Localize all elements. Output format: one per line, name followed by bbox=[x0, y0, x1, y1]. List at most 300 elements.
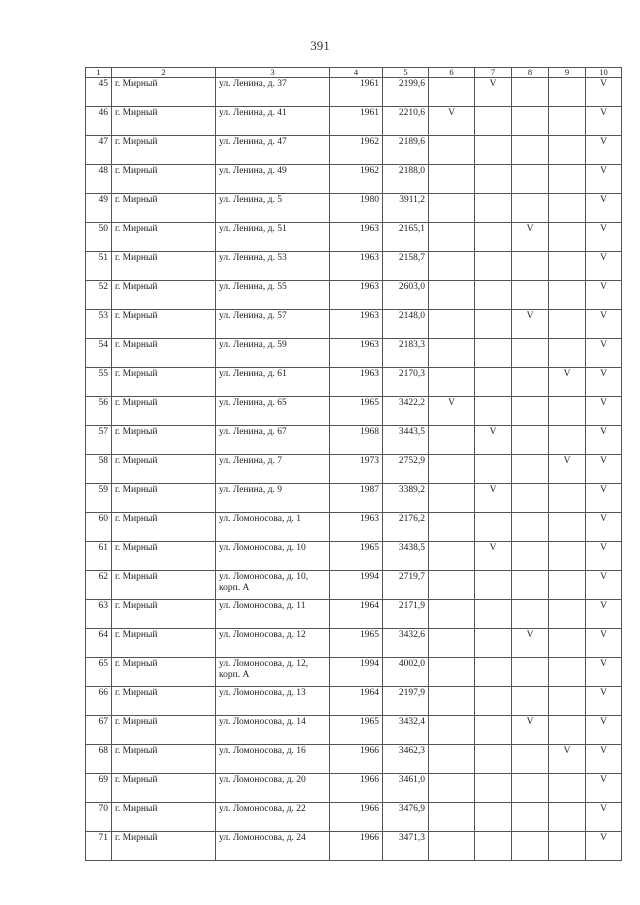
city-cell: г. Мирный bbox=[112, 310, 216, 339]
area-cell: 2197,9 bbox=[383, 687, 429, 716]
mark-cell-8 bbox=[512, 107, 549, 136]
area-cell: 3471,3 bbox=[383, 832, 429, 861]
mark-cell-7 bbox=[475, 194, 512, 223]
table-row bbox=[86, 774, 622, 803]
mark-cell-9 bbox=[549, 774, 586, 803]
column-header: 6 bbox=[429, 68, 475, 78]
mark-cell-9 bbox=[549, 223, 586, 252]
row-number: 55 bbox=[86, 368, 112, 397]
city-cell: г. Мирный bbox=[112, 455, 216, 484]
mark-cell-7 bbox=[475, 600, 512, 629]
mark-cell-6 bbox=[429, 310, 475, 339]
mark-cell-9 bbox=[549, 832, 586, 861]
area-cell: 3476,9 bbox=[383, 803, 429, 832]
area-cell: 2210,6 bbox=[383, 107, 429, 136]
mark-cell-9 bbox=[549, 658, 586, 687]
mark-cell-7 bbox=[475, 165, 512, 194]
row-number: 66 bbox=[86, 687, 112, 716]
mark-cell-10: V bbox=[586, 832, 622, 861]
mark-cell-7 bbox=[475, 281, 512, 310]
table-row bbox=[86, 513, 622, 542]
area-cell: 3462,3 bbox=[383, 745, 429, 774]
year-built-cell: 1966 bbox=[330, 774, 383, 803]
area-cell: 4002,0 bbox=[383, 658, 429, 687]
area-cell: 2752,9 bbox=[383, 455, 429, 484]
mark-cell-6 bbox=[429, 165, 475, 194]
year-built-cell: 1966 bbox=[330, 832, 383, 861]
address-cell: ул. Ленина, д. 5 bbox=[216, 194, 330, 223]
mark-cell-8 bbox=[512, 78, 549, 107]
mark-cell-7 bbox=[475, 368, 512, 397]
area-cell: 2170,3 bbox=[383, 368, 429, 397]
year-built-cell: 1964 bbox=[330, 687, 383, 716]
mark-cell-8 bbox=[512, 687, 549, 716]
mark-cell-7 bbox=[475, 339, 512, 368]
table-row bbox=[86, 629, 622, 658]
city-cell: г. Мирный bbox=[112, 803, 216, 832]
mark-cell-6 bbox=[429, 745, 475, 774]
row-number: 69 bbox=[86, 774, 112, 803]
area-cell: 3461,0 bbox=[383, 774, 429, 803]
mark-cell-9: V bbox=[549, 745, 586, 774]
mark-cell-6 bbox=[429, 426, 475, 455]
mark-cell-9 bbox=[549, 513, 586, 542]
mark-cell-9: V bbox=[549, 455, 586, 484]
address-cell: ул. Ленина, д. 7 bbox=[216, 455, 330, 484]
city-cell: г. Мирный bbox=[112, 745, 216, 774]
column-header: 4 bbox=[330, 68, 383, 78]
mark-cell-9 bbox=[549, 571, 586, 600]
area-cell: 2183,3 bbox=[383, 339, 429, 368]
city-cell: г. Мирный bbox=[112, 658, 216, 687]
mark-cell-8 bbox=[512, 513, 549, 542]
table-row bbox=[86, 194, 622, 223]
column-header: 5 bbox=[383, 68, 429, 78]
mark-cell-10: V bbox=[586, 716, 622, 745]
mark-cell-7 bbox=[475, 687, 512, 716]
table-row bbox=[86, 803, 622, 832]
mark-cell-7 bbox=[475, 774, 512, 803]
mark-cell-7 bbox=[475, 136, 512, 165]
mark-cell-6 bbox=[429, 600, 475, 629]
mark-cell-8 bbox=[512, 397, 549, 426]
mark-cell-10: V bbox=[586, 484, 622, 513]
table-row bbox=[86, 455, 622, 484]
mark-cell-10: V bbox=[586, 629, 622, 658]
year-built-cell: 1994 bbox=[330, 571, 383, 600]
mark-cell-6 bbox=[429, 252, 475, 281]
mark-cell-7 bbox=[475, 658, 512, 687]
year-built-cell: 1965 bbox=[330, 542, 383, 571]
row-number: 50 bbox=[86, 223, 112, 252]
table-row bbox=[86, 223, 622, 252]
address-cell: ул. Ленина, д. 47 bbox=[216, 136, 330, 165]
mark-cell-10: V bbox=[586, 687, 622, 716]
mark-cell-6 bbox=[429, 513, 475, 542]
mark-cell-8 bbox=[512, 658, 549, 687]
mark-cell-10: V bbox=[586, 455, 622, 484]
mark-cell-7 bbox=[475, 629, 512, 658]
mark-cell-9 bbox=[549, 484, 586, 513]
mark-cell-9 bbox=[549, 426, 586, 455]
page-number: 391 bbox=[310, 38, 330, 53]
mark-cell-8 bbox=[512, 281, 549, 310]
area-cell: 2176,2 bbox=[383, 513, 429, 542]
mark-cell-8 bbox=[512, 368, 549, 397]
city-cell: г. Мирный bbox=[112, 600, 216, 629]
table-row bbox=[86, 484, 622, 513]
city-cell: г. Мирный bbox=[112, 774, 216, 803]
mark-cell-10: V bbox=[586, 165, 622, 194]
area-cell: 2158,7 bbox=[383, 252, 429, 281]
year-built-cell: 1965 bbox=[330, 629, 383, 658]
mark-cell-10: V bbox=[586, 136, 622, 165]
mark-cell-9 bbox=[549, 600, 586, 629]
mark-cell-10: V bbox=[586, 78, 622, 107]
mark-cell-6 bbox=[429, 832, 475, 861]
table-row bbox=[86, 78, 622, 107]
city-cell: г. Мирный bbox=[112, 107, 216, 136]
mark-cell-10: V bbox=[586, 542, 622, 571]
mark-cell-8: V bbox=[512, 629, 549, 658]
mark-cell-7 bbox=[475, 455, 512, 484]
table-row bbox=[86, 745, 622, 774]
mark-cell-7 bbox=[475, 107, 512, 136]
mark-cell-9 bbox=[549, 78, 586, 107]
mark-cell-9 bbox=[549, 252, 586, 281]
mark-cell-10: V bbox=[586, 600, 622, 629]
year-built-cell: 1961 bbox=[330, 78, 383, 107]
table-row bbox=[86, 281, 622, 310]
city-cell: г. Мирный bbox=[112, 542, 216, 571]
address-cell: ул. Ломоносова, д. 11 bbox=[216, 600, 330, 629]
city-cell: г. Мирный bbox=[112, 426, 216, 455]
table-row bbox=[86, 716, 622, 745]
address-cell: ул. Ленина, д. 37 bbox=[216, 78, 330, 107]
row-number: 61 bbox=[86, 542, 112, 571]
address-cell: ул. Ленина, д. 55 bbox=[216, 281, 330, 310]
area-cell: 2189,6 bbox=[383, 136, 429, 165]
mark-cell-9 bbox=[549, 310, 586, 339]
area-cell: 3911,2 bbox=[383, 194, 429, 223]
city-cell: г. Мирный bbox=[112, 165, 216, 194]
mark-cell-8 bbox=[512, 252, 549, 281]
area-cell: 2199,6 bbox=[383, 78, 429, 107]
mark-cell-10: V bbox=[586, 397, 622, 426]
mark-cell-10: V bbox=[586, 658, 622, 687]
table-row bbox=[86, 426, 622, 455]
city-cell: г. Мирный bbox=[112, 513, 216, 542]
year-built-cell: 1965 bbox=[330, 397, 383, 426]
table-row bbox=[86, 107, 622, 136]
table-row bbox=[86, 310, 622, 339]
table-row bbox=[86, 165, 622, 194]
mark-cell-8 bbox=[512, 600, 549, 629]
mark-cell-7 bbox=[475, 223, 512, 252]
mark-cell-7 bbox=[475, 803, 512, 832]
mark-cell-10: V bbox=[586, 107, 622, 136]
city-cell: г. Мирный bbox=[112, 78, 216, 107]
city-cell: г. Мирный bbox=[112, 629, 216, 658]
address-cell: ул. Ленина, д. 53 bbox=[216, 252, 330, 281]
address-cell: ул. Ломоносова, д. 10, корп. А bbox=[216, 571, 330, 600]
city-cell: г. Мирный bbox=[112, 223, 216, 252]
mark-cell-9 bbox=[549, 803, 586, 832]
year-built-cell: 1963 bbox=[330, 368, 383, 397]
row-number: 49 bbox=[86, 194, 112, 223]
mark-cell-10: V bbox=[586, 774, 622, 803]
mark-cell-6 bbox=[429, 368, 475, 397]
row-number: 67 bbox=[86, 716, 112, 745]
mark-cell-6 bbox=[429, 542, 475, 571]
city-cell: г. Мирный bbox=[112, 136, 216, 165]
mark-cell-10: V bbox=[586, 339, 622, 368]
area-cell: 3443,5 bbox=[383, 426, 429, 455]
row-number: 52 bbox=[86, 281, 112, 310]
table-body bbox=[86, 68, 622, 861]
mark-cell-8 bbox=[512, 745, 549, 774]
address-cell: ул. Ломоносова, д. 24 bbox=[216, 832, 330, 861]
mark-cell-8 bbox=[512, 136, 549, 165]
column-header: 9 bbox=[549, 68, 586, 78]
column-header: 3 bbox=[216, 68, 330, 78]
city-cell: г. Мирный bbox=[112, 281, 216, 310]
table-row bbox=[86, 252, 622, 281]
column-header: 8 bbox=[512, 68, 549, 78]
row-number: 71 bbox=[86, 832, 112, 861]
row-number: 58 bbox=[86, 455, 112, 484]
address-cell: ул. Ломоносова, д. 14 bbox=[216, 716, 330, 745]
city-cell: г. Мирный bbox=[112, 716, 216, 745]
year-built-cell: 1963 bbox=[330, 310, 383, 339]
row-number: 48 bbox=[86, 165, 112, 194]
table-row bbox=[86, 658, 622, 687]
address-cell: ул. Ломоносова, д. 16 bbox=[216, 745, 330, 774]
area-cell: 3389,2 bbox=[383, 484, 429, 513]
mark-cell-6 bbox=[429, 803, 475, 832]
address-cell: ул. Ленина, д. 49 bbox=[216, 165, 330, 194]
year-built-cell: 1962 bbox=[330, 165, 383, 194]
area-cell: 3432,4 bbox=[383, 716, 429, 745]
area-cell: 2171,9 bbox=[383, 600, 429, 629]
address-cell: ул. Ломоносова, д. 20 bbox=[216, 774, 330, 803]
mark-cell-6 bbox=[429, 223, 475, 252]
area-cell: 2719,7 bbox=[383, 571, 429, 600]
mark-cell-9 bbox=[549, 397, 586, 426]
column-header: 7 bbox=[475, 68, 512, 78]
city-cell: г. Мирный bbox=[112, 687, 216, 716]
table-row bbox=[86, 397, 622, 426]
mark-cell-7 bbox=[475, 310, 512, 339]
row-number: 59 bbox=[86, 484, 112, 513]
mark-cell-7: V bbox=[475, 484, 512, 513]
year-built-cell: 1962 bbox=[330, 136, 383, 165]
row-number: 65 bbox=[86, 658, 112, 687]
mark-cell-8 bbox=[512, 832, 549, 861]
row-number: 60 bbox=[86, 513, 112, 542]
mark-cell-6 bbox=[429, 571, 475, 600]
mark-cell-10: V bbox=[586, 310, 622, 339]
address-cell: ул. Ломоносова, д. 12 bbox=[216, 629, 330, 658]
column-header: 2 bbox=[112, 68, 216, 78]
address-cell: ул. Ленина, д. 41 bbox=[216, 107, 330, 136]
row-number: 47 bbox=[86, 136, 112, 165]
mark-cell-10: V bbox=[586, 368, 622, 397]
mark-cell-7 bbox=[475, 745, 512, 774]
city-cell: г. Мирный bbox=[112, 252, 216, 281]
column-header: 10 bbox=[586, 68, 622, 78]
row-number: 68 bbox=[86, 745, 112, 774]
mark-cell-9 bbox=[549, 281, 586, 310]
year-built-cell: 1966 bbox=[330, 803, 383, 832]
table-row bbox=[86, 542, 622, 571]
mark-cell-9 bbox=[549, 716, 586, 745]
address-cell: ул. Ленина, д. 67 bbox=[216, 426, 330, 455]
table-row bbox=[86, 571, 622, 600]
address-cell: ул. Ленина, д. 57 bbox=[216, 310, 330, 339]
year-built-cell: 1966 bbox=[330, 745, 383, 774]
mark-cell-6: V bbox=[429, 107, 475, 136]
address-cell: ул. Ленина, д. 61 bbox=[216, 368, 330, 397]
mark-cell-6: V bbox=[429, 397, 475, 426]
address-cell: ул. Ломоносова, д. 12, корп. А bbox=[216, 658, 330, 687]
mark-cell-6 bbox=[429, 484, 475, 513]
address-cell: ул. Ленина, д. 65 bbox=[216, 397, 330, 426]
mark-cell-8 bbox=[512, 774, 549, 803]
row-number: 56 bbox=[86, 397, 112, 426]
mark-cell-6 bbox=[429, 774, 475, 803]
row-number: 46 bbox=[86, 107, 112, 136]
mark-cell-10: V bbox=[586, 252, 622, 281]
address-cell: ул. Ломоносова, д. 22 bbox=[216, 803, 330, 832]
year-built-cell: 1963 bbox=[330, 252, 383, 281]
row-number: 54 bbox=[86, 339, 112, 368]
area-cell: 2148,0 bbox=[383, 310, 429, 339]
address-cell: ул. Ломоносова, д. 10 bbox=[216, 542, 330, 571]
mark-cell-7 bbox=[475, 252, 512, 281]
table-row bbox=[86, 600, 622, 629]
year-built-cell: 1987 bbox=[330, 484, 383, 513]
mark-cell-8 bbox=[512, 803, 549, 832]
address-cell: ул. Ленина, д. 51 bbox=[216, 223, 330, 252]
city-cell: г. Мирный bbox=[112, 339, 216, 368]
year-built-cell: 1965 bbox=[330, 716, 383, 745]
housing-registry-table bbox=[85, 67, 622, 861]
area-cell: 2165,1 bbox=[383, 223, 429, 252]
year-built-cell: 1980 bbox=[330, 194, 383, 223]
area-cell: 2603,0 bbox=[383, 281, 429, 310]
address-cell: ул. Ленина, д. 59 bbox=[216, 339, 330, 368]
year-built-cell: 1964 bbox=[330, 600, 383, 629]
year-built-cell: 1994 bbox=[330, 658, 383, 687]
year-built-cell: 1963 bbox=[330, 281, 383, 310]
row-number: 64 bbox=[86, 629, 112, 658]
row-number: 53 bbox=[86, 310, 112, 339]
area-cell: 3438,5 bbox=[383, 542, 429, 571]
mark-cell-9 bbox=[549, 629, 586, 658]
mark-cell-9: V bbox=[549, 368, 586, 397]
mark-cell-6 bbox=[429, 136, 475, 165]
row-number: 70 bbox=[86, 803, 112, 832]
year-built-cell: 1963 bbox=[330, 339, 383, 368]
mark-cell-8: V bbox=[512, 716, 549, 745]
mark-cell-6 bbox=[429, 629, 475, 658]
mark-cell-8 bbox=[512, 571, 549, 600]
city-cell: г. Мирный bbox=[112, 484, 216, 513]
mark-cell-9 bbox=[549, 339, 586, 368]
mark-cell-10: V bbox=[586, 281, 622, 310]
address-cell: ул. Ленина, д. 9 bbox=[216, 484, 330, 513]
city-cell: г. Мирный bbox=[112, 368, 216, 397]
mark-cell-8: V bbox=[512, 223, 549, 252]
area-cell: 3422,2 bbox=[383, 397, 429, 426]
row-number: 57 bbox=[86, 426, 112, 455]
year-built-cell: 1963 bbox=[330, 223, 383, 252]
mark-cell-6 bbox=[429, 658, 475, 687]
table-row bbox=[86, 339, 622, 368]
table-row bbox=[86, 368, 622, 397]
mark-cell-9 bbox=[549, 194, 586, 223]
city-cell: г. Мирный bbox=[112, 571, 216, 600]
table-row bbox=[86, 687, 622, 716]
mark-cell-8 bbox=[512, 165, 549, 194]
year-built-cell: 1968 bbox=[330, 426, 383, 455]
row-number: 45 bbox=[86, 78, 112, 107]
row-number: 63 bbox=[86, 600, 112, 629]
mark-cell-8 bbox=[512, 339, 549, 368]
mark-cell-9 bbox=[549, 136, 586, 165]
mark-cell-10: V bbox=[586, 223, 622, 252]
mark-cell-7 bbox=[475, 397, 512, 426]
mark-cell-6 bbox=[429, 716, 475, 745]
mark-cell-7: V bbox=[475, 426, 512, 455]
year-built-cell: 1973 bbox=[330, 455, 383, 484]
table-row bbox=[86, 832, 622, 861]
mark-cell-6 bbox=[429, 687, 475, 716]
mark-cell-9 bbox=[549, 687, 586, 716]
mark-cell-6 bbox=[429, 339, 475, 368]
year-built-cell: 1961 bbox=[330, 107, 383, 136]
mark-cell-9 bbox=[549, 542, 586, 571]
mark-cell-6 bbox=[429, 281, 475, 310]
address-cell: ул. Ломоносова, д. 13 bbox=[216, 687, 330, 716]
mark-cell-6 bbox=[429, 78, 475, 107]
mark-cell-9 bbox=[549, 107, 586, 136]
table-row bbox=[86, 136, 622, 165]
column-header: 1 bbox=[86, 68, 112, 78]
mark-cell-9 bbox=[549, 165, 586, 194]
city-cell: г. Мирный bbox=[112, 194, 216, 223]
mark-cell-8 bbox=[512, 542, 549, 571]
mark-cell-10: V bbox=[586, 426, 622, 455]
mark-cell-7: V bbox=[475, 78, 512, 107]
mark-cell-7 bbox=[475, 716, 512, 745]
row-number: 62 bbox=[86, 571, 112, 600]
mark-cell-8 bbox=[512, 484, 549, 513]
mark-cell-7: V bbox=[475, 542, 512, 571]
year-built-cell: 1963 bbox=[330, 513, 383, 542]
mark-cell-7 bbox=[475, 513, 512, 542]
area-cell: 3432,6 bbox=[383, 629, 429, 658]
area-cell: 2188,0 bbox=[383, 165, 429, 194]
mark-cell-10: V bbox=[586, 571, 622, 600]
column-header-row bbox=[86, 68, 622, 78]
mark-cell-8 bbox=[512, 194, 549, 223]
address-cell: ул. Ломоносова, д. 1 bbox=[216, 513, 330, 542]
mark-cell-10: V bbox=[586, 803, 622, 832]
row-number: 51 bbox=[86, 252, 112, 281]
city-cell: г. Мирный bbox=[112, 397, 216, 426]
